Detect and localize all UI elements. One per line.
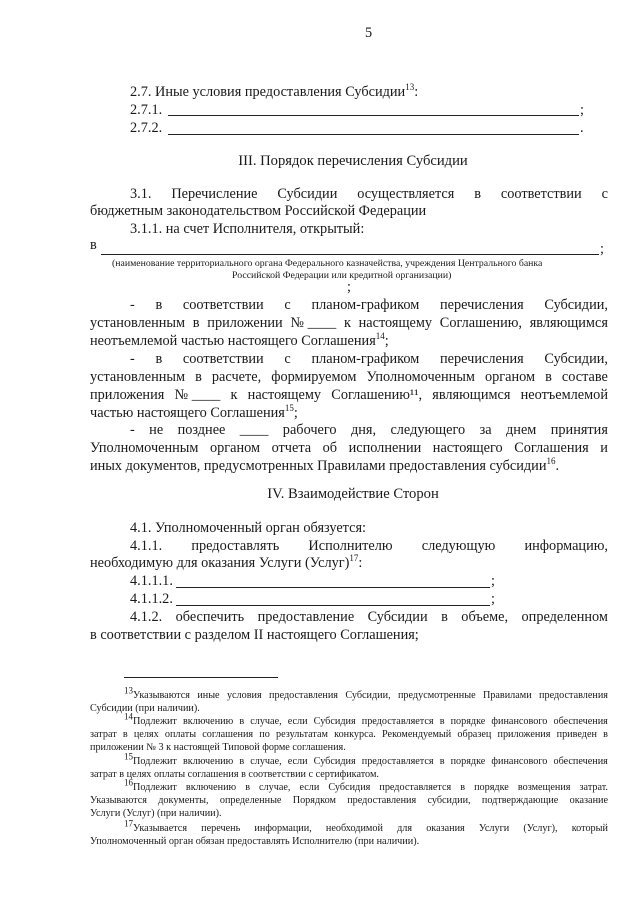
footnote-15-word: порядке: [450, 756, 486, 767]
clause-2-7-2-label: 2.7.2.: [130, 120, 163, 136]
clause-2-7-1-blank-line: [168, 115, 579, 116]
clause-2-7-title-colon: :: [414, 84, 419, 100]
footnote-14-word: затрат: [90, 729, 117, 740]
footnote-14-word: в: [439, 716, 445, 727]
footnote-14-word: если: [287, 716, 308, 727]
footnote-15-word: финансового: [491, 756, 548, 767]
bullet-2-word: формируемом: [271, 369, 357, 385]
bullet-2-word: составе: [561, 369, 608, 385]
clause-3-1-line2: бюджетным законодательством Российской Федерации: [90, 203, 427, 219]
bank-caption-line1: (наименование территориального органа Федерального казначейства, учреждения Центрального банка: [112, 258, 543, 269]
footnote-15-line2: затрат в целях оплаты соглашения в соответствии с сертификатом.: [90, 769, 379, 780]
clause-4-1-2-line1: [130, 609, 608, 626]
footnote-16-line3: Услуги (Услуг) (при наличии).: [90, 808, 222, 819]
footnote-16-word: [124, 777, 177, 794]
bullet-1-word: с: [284, 297, 291, 313]
footnote-13-line1: [124, 685, 608, 702]
clause-4-1-1-1-end: ;: [491, 573, 495, 589]
bullet-1-text: неотъемлемой частью настоящего Соглашения: [90, 333, 376, 349]
footnote-14-word: в: [239, 716, 245, 727]
footnote-13-word: иные: [197, 690, 220, 701]
bullet-3-line3: [90, 458, 559, 475]
footnote-14-word: Рекомендуемый: [382, 729, 452, 740]
footnote-17-word: перечень: [201, 823, 241, 834]
bullet-3-line2: [90, 440, 608, 457]
clause-3-1-line1: [130, 186, 608, 203]
bullet-2-word: к: [230, 387, 238, 403]
footnote-15-word: включению: [182, 756, 234, 767]
bank-name-blank-line: [101, 254, 599, 255]
bullet-1-line3: [90, 333, 389, 350]
bullet-3-word: исполнении: [348, 440, 422, 456]
footnote-14-word: целях: [133, 729, 159, 740]
clause-2-7-2-blank-line: [168, 134, 579, 135]
footnote-16-number: 16: [124, 777, 133, 788]
footnote-14-line1: [124, 711, 608, 728]
bullet-2-word: -: [130, 351, 135, 367]
bullet-3-word: -: [130, 422, 135, 438]
footnote-14-line3: приложении № 3 к настоящей Типовой форме соглашения.: [90, 742, 346, 753]
clause-4-1-2-word: 4.1.2.: [130, 609, 163, 625]
bullet-2-word: органом: [485, 369, 536, 385]
clause-3-1-word: Перечисление: [171, 186, 258, 202]
bullet-1-end: ;: [384, 333, 389, 349]
footnote-17-word: оказания: [426, 823, 465, 834]
footnote-17-word: информации,: [254, 823, 312, 834]
bullet-2-word: Соглашению¹¹,: [331, 387, 423, 403]
footnote-14-word: соглашения: [202, 729, 254, 740]
footnote-17-number: 17: [124, 818, 133, 829]
footnote-13-word: предоставления: [269, 690, 338, 701]
footnote-17-line1: [124, 818, 608, 835]
footnote-15-word: в: [239, 756, 245, 767]
footnote-13-word: [124, 685, 190, 702]
footnote-15-word: Субсидия: [313, 756, 356, 767]
clause-4-1-1-2-blank-line: [176, 605, 490, 606]
footnote-16-line2: [90, 795, 608, 807]
clause-2-7-title: [130, 84, 418, 101]
bullet-2-word: установленным: [90, 369, 186, 385]
footnote-14-word: приведен: [556, 729, 597, 740]
clause-4-1-1-word: следующую: [421, 538, 496, 554]
footnote-14-word: образец: [457, 729, 492, 740]
bullet-1-line1: [130, 297, 608, 314]
bullet-2-word: в: [545, 369, 552, 385]
footnote-17-word: (Услуг),: [523, 823, 558, 834]
footnote-17-first-word: Указывается: [133, 823, 188, 834]
footnote-14-word: конкурса.: [334, 729, 376, 740]
bullet-3-word: дня,: [350, 422, 377, 438]
bullet-2-word: № ____: [174, 387, 221, 403]
bullet-1-word: являющимся: [529, 315, 608, 331]
footnote-ref-14: 14: [375, 331, 385, 342]
bullet-1-word: № ____: [290, 315, 337, 331]
footnote-17-word: Услуги: [478, 823, 510, 834]
footnote-13-first-word: Указываются: [133, 690, 190, 701]
footnote-14-word: включению: [182, 716, 234, 727]
footnote-16-first-word: Подлежит: [133, 782, 177, 793]
footnote-15-word: в: [439, 756, 445, 767]
footnote-15-number: 15: [124, 751, 133, 762]
clause-2-7-2-end: .: [580, 120, 584, 136]
clause-4-1-1-word: информацию,: [524, 538, 608, 554]
section-4-heading: IV. Взаимодействие Сторон: [267, 486, 439, 502]
bullet-3-line1: [130, 422, 608, 439]
footnote-15-word: [124, 751, 177, 768]
bullet-3-word: позднее: [177, 422, 226, 438]
bullet-1-word: к: [343, 315, 351, 331]
clause-4-1-1-2-end: ;: [491, 591, 495, 607]
footnote-16-word: в: [245, 782, 250, 793]
bullet-3-word: принятия: [550, 422, 608, 438]
footnote-17-word: для: [397, 823, 413, 834]
footnote-14-word: случае,: [250, 716, 282, 727]
footnote-14-word: предоставляется: [361, 716, 434, 727]
footnote-16-word: оказание: [569, 795, 608, 806]
footnote-17-word: [124, 818, 188, 835]
footnote-14-word: оплаты: [164, 729, 197, 740]
clause-3-1-word: 3.1.: [130, 186, 152, 202]
footnote-14-word: в: [122, 729, 128, 740]
bank-account-prefix: в: [90, 237, 97, 253]
clause-4-1-1-2-label: 4.1.1.2.: [130, 591, 173, 607]
bullet-1-word: -: [130, 297, 135, 313]
bullet-3-word: ____: [239, 422, 269, 438]
footnote-14-line2: [90, 729, 608, 741]
clause-4-1-2-word: в: [441, 609, 448, 625]
footnote-16-word: Порядком: [292, 795, 336, 806]
bullet-2-line2: [90, 369, 608, 386]
footnote-15-line1: [124, 751, 608, 768]
footnote-16-word: если: [299, 782, 320, 793]
footnote-17-word: который: [571, 823, 608, 834]
bullet-3-word: днем: [506, 422, 537, 438]
footnote-16-word: Субсидия: [328, 782, 371, 793]
bullet-2-line3: [90, 387, 608, 404]
footnote-16-word: затрат.: [579, 782, 608, 793]
clause-4-1-2-word: обеспечить: [175, 609, 245, 625]
page-number: 5: [365, 25, 373, 41]
clause-4-1-1-word: предоставлять: [191, 538, 280, 554]
clause-3-1-word: в: [474, 186, 481, 202]
bullet-1-word: установленным: [90, 315, 186, 331]
bullet-3-word: Уполномоченным: [90, 440, 199, 456]
clause-3-1-word: Субсидии: [277, 186, 338, 202]
bullet-3-word: Соглашения: [514, 440, 589, 456]
bullet-3-end: .: [555, 458, 560, 474]
footnote-14-word: финансового: [491, 716, 548, 727]
footnote-13-word: Правилами: [482, 690, 532, 701]
clause-4-1-1-line2: [90, 555, 362, 572]
bullet-3-word: об: [322, 440, 338, 456]
bullet-3-word: рабочего: [282, 422, 337, 438]
clause-2-7-1-label: 2.7.1.: [130, 102, 163, 118]
bullet-2-word: настоящему: [247, 387, 322, 403]
section-3-heading: III. Порядок перечисления Субсидии: [238, 153, 468, 169]
footnote-14-word: приложения: [497, 729, 551, 740]
bullet-3-word: органом: [209, 440, 261, 456]
footnote-16-word: возмещения: [517, 782, 571, 793]
footnote-14-number: 14: [124, 711, 133, 722]
footnote-15-word: предоставляется: [361, 756, 434, 767]
clause-3-1-1: 3.1.1. на счет Исполнителя, открытый:: [130, 221, 365, 237]
footnote-16-word: определенные: [219, 795, 282, 806]
bullet-3-word: отчета: [271, 440, 312, 456]
clause-3-1-word: соответствии: [500, 186, 582, 202]
bullet-3-word: не: [149, 422, 164, 438]
bullet-1-word: Субсидии,: [544, 297, 608, 313]
clause-4-1-1-colon: :: [358, 555, 363, 571]
footnote-13-word: предоставления: [539, 690, 608, 701]
clause-4-1-1-word: Исполнителю: [308, 538, 393, 554]
footnote-16-word: субсидии,: [427, 795, 471, 806]
footnote-13-number: 13: [124, 685, 133, 696]
clause-4-1-1-word: 4.1.1.: [130, 538, 163, 554]
footnote-14-word: по: [259, 729, 270, 740]
footnote-13-word: предусмотренные: [397, 690, 476, 701]
bullet-2-word: неотъемлемой: [520, 387, 608, 403]
bullet-3-word: за: [479, 422, 492, 438]
footnote-15-word: случае,: [250, 756, 282, 767]
clause-4-1-1-text: необходимую для оказания Услуги (Услуг): [90, 555, 350, 571]
bullet-2-word: в: [195, 369, 202, 385]
bullet-2-word: соответствии: [182, 351, 264, 367]
footnote-16-word: предоставляется: [379, 782, 452, 793]
footnote-14-word: в: [603, 729, 608, 740]
footnote-16-word: случае,: [259, 782, 291, 793]
bullet-2-line1: [130, 351, 608, 368]
clause-4-1-2-line2: в соответствии с разделом II настоящего Соглашения;: [90, 627, 419, 643]
footnote-separator: [124, 677, 278, 678]
bullet-2-word: Субсидии,: [544, 351, 608, 367]
bullet-1-word: в: [155, 297, 163, 313]
bullet-2-word: приложения: [90, 387, 165, 403]
bullet-2-word: перечисления: [440, 351, 524, 367]
clause-2-7-1-end: ;: [580, 102, 584, 118]
footnote-ref-17: 17: [349, 553, 359, 564]
footnote-16-line1: [124, 777, 608, 794]
footnote-14-word: Субсидия: [313, 716, 356, 727]
bullet-1-word: настоящему: [358, 315, 433, 331]
footnote-17-word: необходимой: [325, 823, 383, 834]
footnote-15-first-word: Подлежит: [133, 756, 177, 767]
clause-4-1-2-word: определенном: [521, 609, 608, 625]
footnote-17-line2: Уполномоченный орган обязан предоставлять Исполнителю (при наличии).: [90, 836, 420, 847]
clause-4-1-2-word: предоставление: [257, 609, 355, 625]
bullet-1-word: соответствии: [182, 297, 264, 313]
footnote-14-word: [124, 711, 177, 728]
bullet-1-word: Соглашению,: [439, 315, 522, 331]
footnote-16-word: порядке: [474, 782, 509, 793]
clause-3-1-word: с: [601, 186, 608, 202]
clause-2-7-title-text: 2.7. Иные условия предоставления Субсидии: [130, 84, 406, 100]
footnote-15-word: обеспечения: [553, 756, 608, 767]
footnote-14-word: результатам: [276, 729, 328, 740]
footnote-14-word: порядке: [450, 716, 486, 727]
clause-4-1-1-line1: [130, 538, 608, 555]
bank-line-end: ;: [600, 241, 604, 257]
footnote-16-word: в: [460, 782, 466, 793]
bullet-3-word: следующего: [390, 422, 466, 438]
bullet-1-word: в: [192, 315, 200, 331]
bullet-1-word: приложении: [207, 315, 283, 331]
bullet-2-text: частью настоящего Соглашения: [90, 405, 285, 421]
footnote-14-word: обеспечения: [553, 716, 608, 727]
bullet-2-word: в: [155, 351, 163, 367]
bullet-1-line2: [90, 315, 608, 332]
bullet-3-word: настоящего: [432, 440, 503, 456]
footnote-14-first-word: Подлежит: [133, 716, 177, 727]
footnote-16-word: Указываются: [90, 795, 147, 806]
footnote-ref-13: 13: [405, 82, 415, 93]
bullet-2-line4: [90, 405, 298, 422]
clause-4-1-2-word: объеме,: [461, 609, 509, 625]
bullet-1-word: планом-графиком: [311, 297, 420, 313]
footnote-16-word: подтверждающие: [481, 795, 559, 806]
bank-caption-line2: Российской Федерации или кредитной организации): [232, 270, 452, 281]
clause-4-1-1-1-blank-line: [176, 587, 490, 588]
clause-4-1-1-1-label: 4.1.1.1.: [130, 573, 173, 589]
footnote-16-word: документы,: [158, 795, 209, 806]
bullet-2-word: Уполномоченным: [366, 369, 475, 385]
clause-3-1-word: осуществляется: [357, 186, 455, 202]
bullet-2-word: являющимся: [432, 387, 511, 403]
clause-4-1: 4.1. Уполномоченный орган обязуется:: [130, 520, 366, 536]
footnote-13-word: Субсидии,: [345, 690, 391, 701]
bullet-2-end: ;: [293, 405, 298, 421]
footnote-16-word: включению: [185, 782, 237, 793]
standalone-semicolon: ;: [347, 279, 351, 295]
footnote-ref-16: 16: [546, 456, 556, 467]
clause-4-1-2-word: Субсидии: [367, 609, 428, 625]
bullet-2-word: расчете,: [211, 369, 262, 385]
bullet-3-word: и: [600, 440, 608, 456]
bullet-2-word: с: [284, 351, 291, 367]
bullet-3-text: иных документов, предусмотренных Правилами предоставления субсидии: [90, 458, 547, 474]
footnote-15-word: если: [287, 756, 308, 767]
footnote-13-line2: Субсидии (при наличии).: [90, 703, 200, 714]
bullet-2-word: планом-графиком: [311, 351, 420, 367]
footnote-ref-15: 15: [284, 403, 294, 414]
footnote-16-word: предоставления: [347, 795, 417, 806]
bullet-1-word: перечисления: [440, 297, 524, 313]
footnote-13-word: условия: [226, 690, 262, 701]
